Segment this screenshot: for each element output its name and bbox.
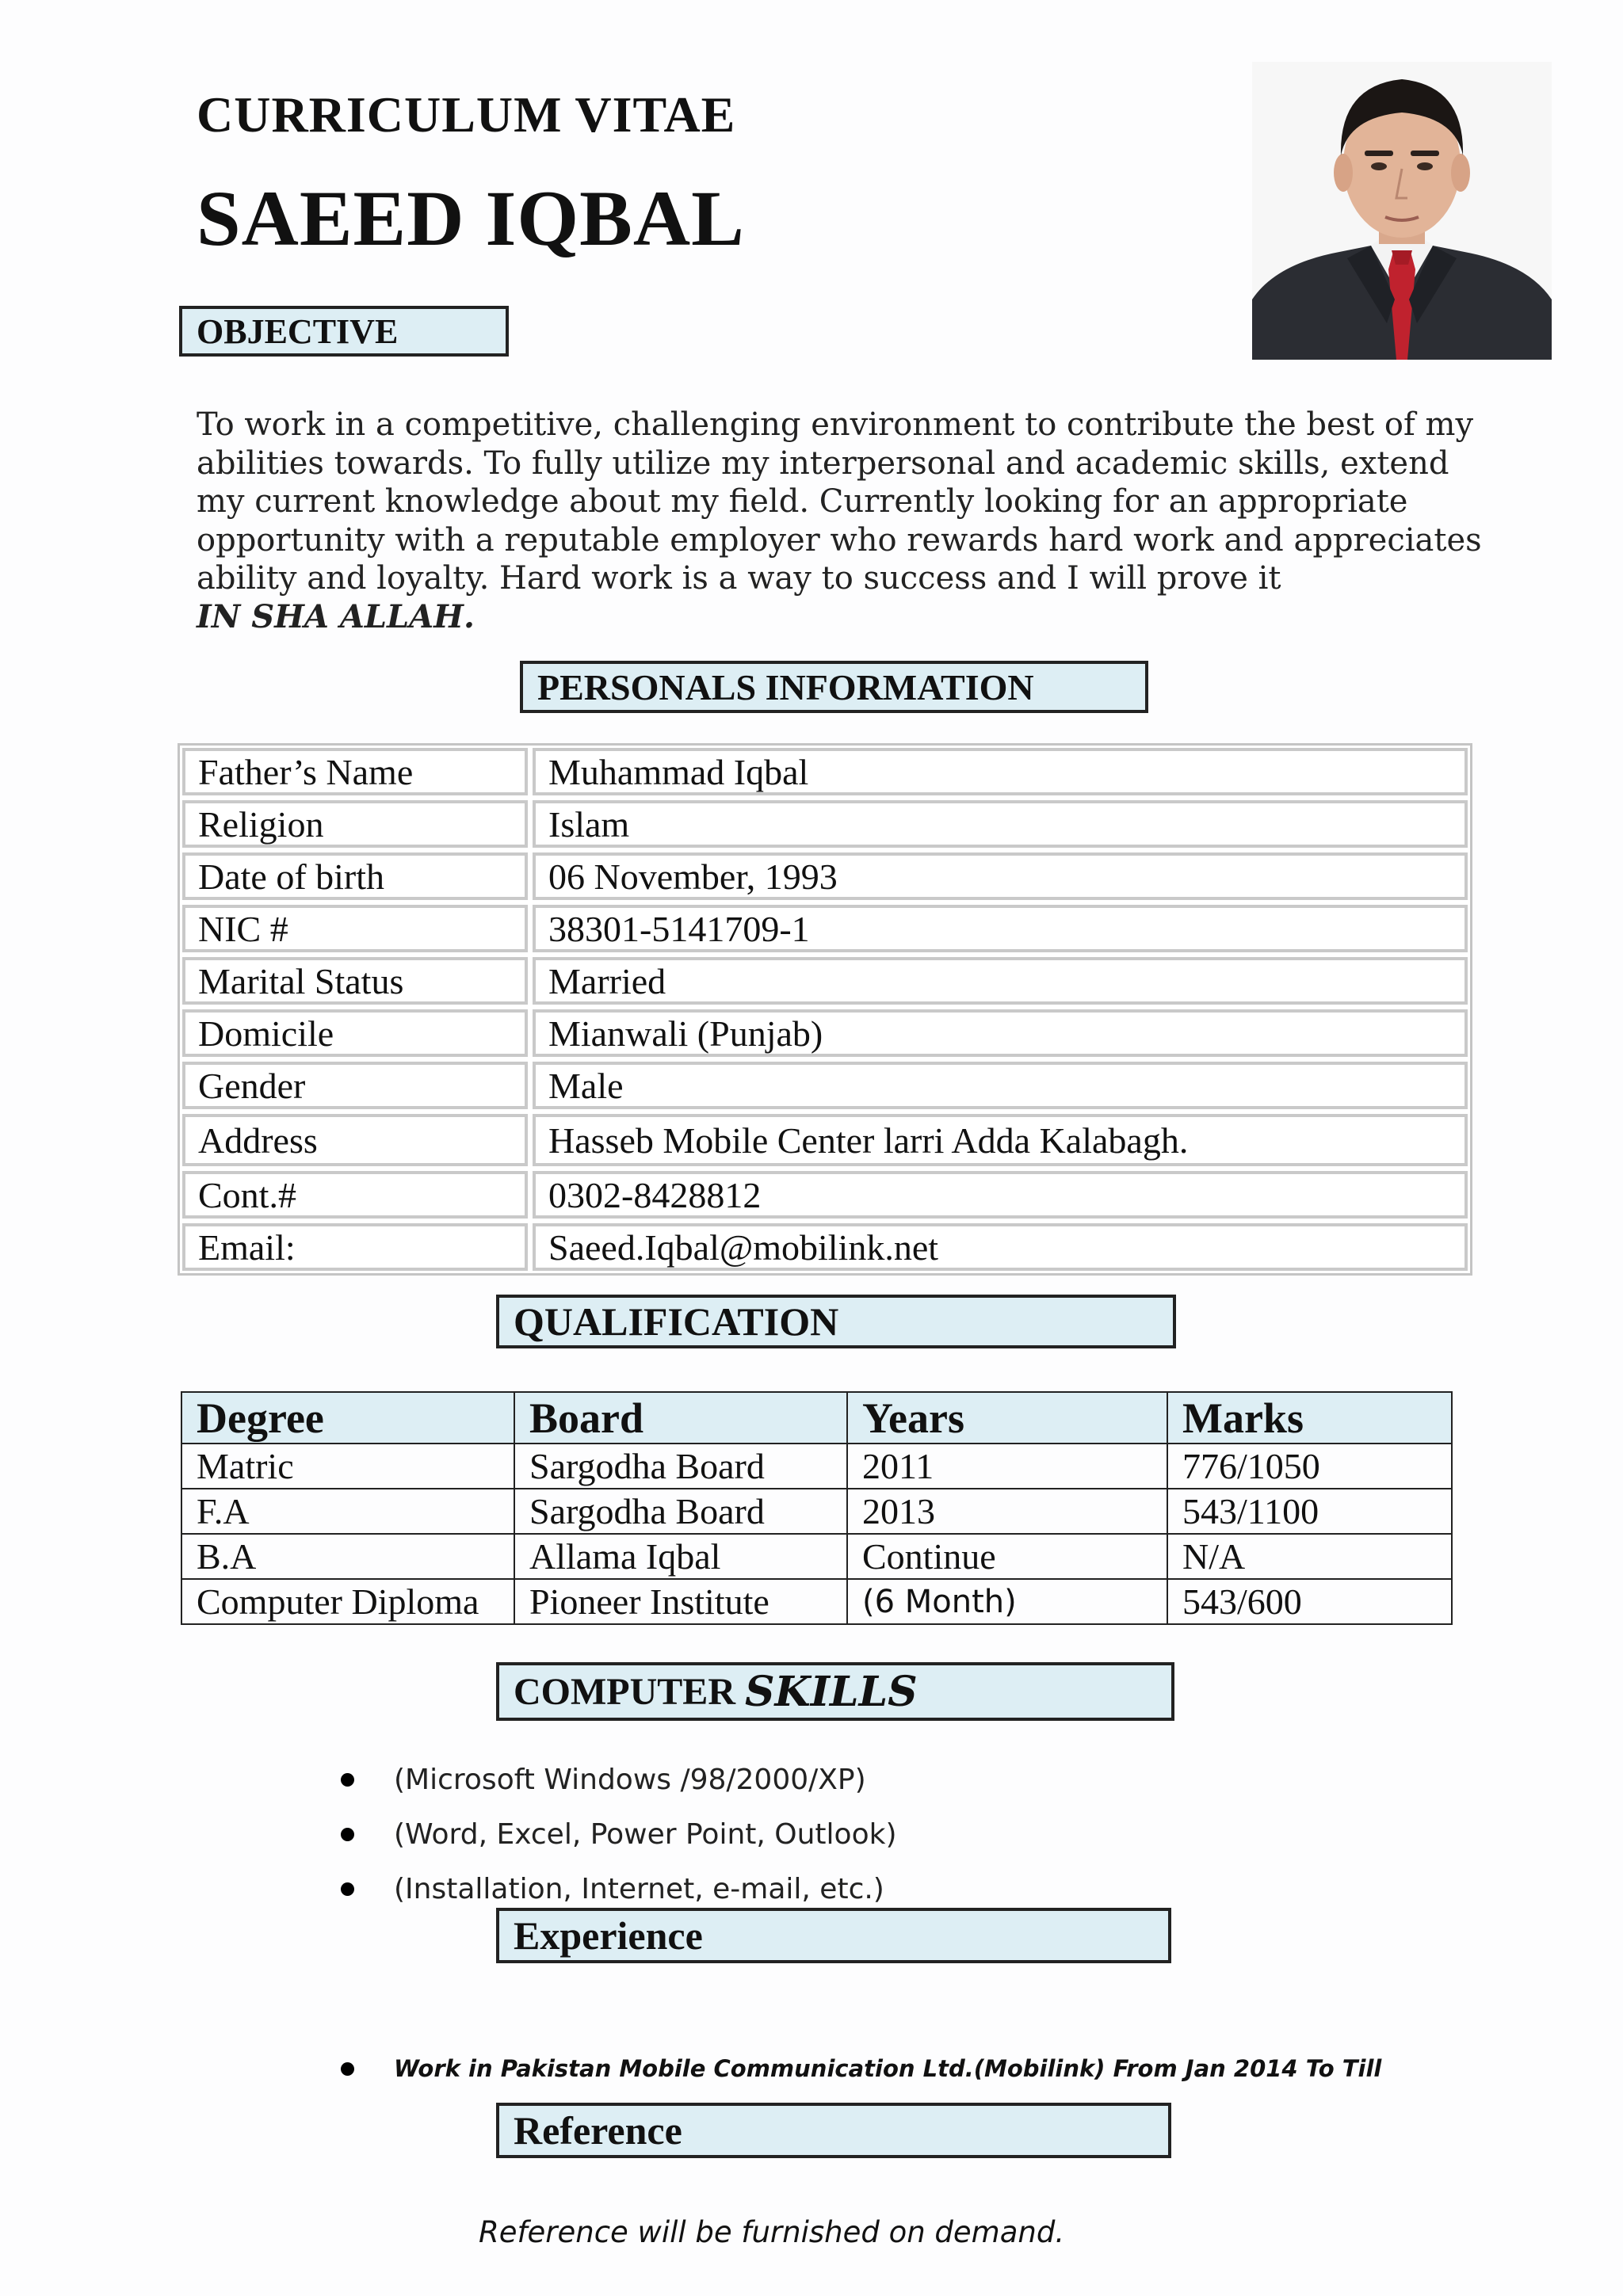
marks-cell: N/A bbox=[1167, 1534, 1452, 1579]
skills-list bbox=[341, 1753, 896, 1917]
column-header-marks: Marks bbox=[1167, 1392, 1452, 1444]
marks-cell: 776/1050 bbox=[1167, 1444, 1452, 1489]
experience-heading bbox=[496, 1908, 1171, 1963]
personal-row-email bbox=[182, 1223, 1468, 1271]
degree-cell: Matric bbox=[181, 1444, 514, 1489]
board-cell: Pioneer Institute bbox=[514, 1579, 847, 1624]
objective-paragraph: To work in a competitive, challenging environment to contribute the best of my abilities towards. To fully utilize my interpersonal and academic skills, extend my current knowledge about my field. Currently looking for an appropriate opportunity with a reputable employer who rewards hard work and appreciates ability and loyalty. Hard work is a way to success and I will prove it bbox=[197, 406, 1482, 597]
bullet-icon bbox=[341, 1882, 354, 1896]
personal-label: Religion bbox=[182, 800, 528, 848]
personal-row-contact bbox=[182, 1171, 1468, 1219]
portrait-photo-icon bbox=[1252, 62, 1552, 360]
years-cell: 2011 bbox=[847, 1444, 1167, 1489]
cv-title: CURRICULUM VITAE bbox=[197, 86, 736, 143]
personal-label: Gender bbox=[182, 1062, 528, 1109]
personal-value: Mianwali (Punjab) bbox=[533, 1009, 1468, 1057]
reference-note: Reference will be furnished on demand. bbox=[479, 2215, 1065, 2249]
table-row bbox=[181, 1489, 1452, 1534]
personal-value: Muhammad Iqbal bbox=[533, 748, 1468, 795]
personal-label: Marital Status bbox=[182, 957, 528, 1005]
personal-value: 0302-8428812 bbox=[533, 1171, 1468, 1219]
reference-heading bbox=[496, 2103, 1171, 2158]
board-cell: Allama Iqbal bbox=[514, 1534, 847, 1579]
portrait-photo bbox=[1252, 62, 1552, 360]
qualification-table bbox=[181, 1391, 1453, 1625]
personal-label: Father’s Name bbox=[182, 748, 528, 795]
personal-row-gender bbox=[182, 1062, 1468, 1109]
bullet-icon bbox=[341, 1828, 354, 1841]
personal-row-religion bbox=[182, 800, 1468, 848]
list-item bbox=[341, 1753, 896, 1807]
personal-value: 06 November, 1993 bbox=[533, 852, 1468, 900]
table-row bbox=[181, 1444, 1452, 1489]
objective-heading-label: OBJECTIVE bbox=[197, 311, 399, 351]
years-cell: Continue bbox=[847, 1534, 1167, 1579]
personal-info-table bbox=[178, 743, 1472, 1276]
years-cell: (6 Month) bbox=[847, 1579, 1167, 1624]
skill-text: (Word, Excel, Power Point, Outlook) bbox=[394, 1818, 897, 1851]
objective-text bbox=[197, 406, 1496, 636]
qualification-heading bbox=[496, 1295, 1176, 1348]
personal-label: Email: bbox=[182, 1223, 528, 1271]
degree-cell: Computer Diploma bbox=[181, 1579, 514, 1624]
experience-text: Work in Pakistan Mobile Communication Ltd.(Mobilink) From Jan 2014 To Till bbox=[394, 2055, 1382, 2082]
personal-label: Domicile bbox=[182, 1009, 528, 1057]
years-cell: 2013 bbox=[847, 1489, 1167, 1534]
board-cell: Sargodha Board bbox=[514, 1444, 847, 1489]
qualification-heading-label: QUALIFICATION bbox=[514, 1299, 839, 1344]
list-item bbox=[341, 1807, 896, 1862]
personal-row-address bbox=[182, 1114, 1468, 1166]
computer-skills-heading-label: COMPUTER bbox=[514, 1670, 745, 1713]
column-header-degree: Degree bbox=[181, 1392, 514, 1444]
personal-row-marital-status bbox=[182, 957, 1468, 1005]
personal-row-domicile bbox=[182, 1009, 1468, 1057]
personal-row-date-of-birth bbox=[182, 852, 1468, 900]
personal-row-fathers-name bbox=[182, 748, 1468, 795]
personal-value: Married bbox=[533, 957, 1468, 1005]
table-row bbox=[181, 1579, 1452, 1624]
candidate-name: SAEED IQBAL bbox=[197, 174, 745, 262]
computer-skills-heading bbox=[496, 1662, 1174, 1721]
personal-label: Address bbox=[182, 1114, 528, 1166]
bullet-icon bbox=[341, 1773, 354, 1787]
computer-skills-heading-emphasis: SKILLS bbox=[744, 1667, 918, 1716]
personal-label: Cont.# bbox=[182, 1171, 528, 1219]
personal-row-nic bbox=[182, 905, 1468, 952]
marks-cell: 543/1100 bbox=[1167, 1489, 1452, 1534]
table-row bbox=[181, 1534, 1452, 1579]
personal-label: Date of birth bbox=[182, 852, 528, 900]
column-header-years: Years bbox=[847, 1392, 1167, 1444]
bullet-icon bbox=[341, 2062, 354, 2076]
marks-cell: 543/600 bbox=[1167, 1579, 1452, 1624]
skill-text: (Installation, Internet, e-mail, etc.) bbox=[394, 1873, 884, 1905]
degree-cell: F.A bbox=[181, 1489, 514, 1534]
experience-heading-label: Experience bbox=[514, 1913, 703, 1958]
reference-heading-label: Reference bbox=[514, 2108, 682, 2153]
personal-label: NIC # bbox=[182, 905, 528, 952]
personal-value: 38301-5141709-1 bbox=[533, 905, 1468, 952]
personal-info-heading bbox=[520, 661, 1148, 713]
column-header-board: Board bbox=[514, 1392, 847, 1444]
personal-value: Hasseb Mobile Center larri Adda Kalabagh. bbox=[533, 1114, 1468, 1166]
personal-info-heading-label: PERSONALS INFORMATION bbox=[537, 666, 1034, 707]
qualification-header-row bbox=[181, 1392, 1452, 1444]
degree-cell: B.A bbox=[181, 1534, 514, 1579]
personal-value: Male bbox=[533, 1062, 1468, 1109]
skill-text: (Microsoft Windows /98/2000/XP) bbox=[394, 1764, 866, 1796]
personal-value: Islam bbox=[533, 800, 1468, 848]
objective-heading bbox=[179, 306, 509, 357]
board-cell: Sargodha Board bbox=[514, 1489, 847, 1534]
experience-item bbox=[341, 2055, 1381, 2082]
personal-value: Saeed.Iqbal@mobilink.net bbox=[533, 1223, 1468, 1271]
objective-closing: IN SHA ALLAH. bbox=[197, 597, 475, 635]
